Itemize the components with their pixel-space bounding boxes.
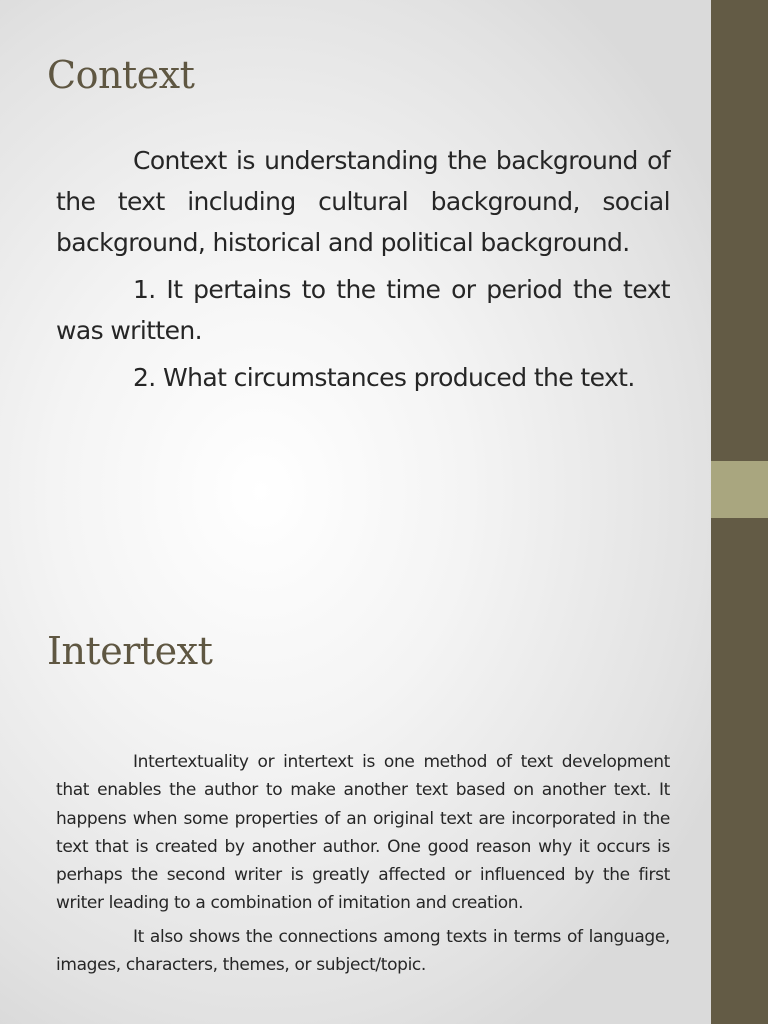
context-title: Context: [47, 53, 195, 97]
intertext-title: Intertext: [47, 629, 213, 673]
context-point-2: 2. What circumstances produced the text.: [133, 363, 635, 392]
context-body: [56, 140, 670, 398]
context-definition-paragraph: Context is understanding the background of the text including cultural background, social background, historical and political background.: [56, 146, 670, 257]
intertext-body: [56, 748, 670, 979]
intertext-definition-paragraph: Intertextuality or intertext is one method of text development that enables the author to make another text based on another text. It happens when some properties of an original text are incorporated in the text that is created by another author. One good reason why it occurs is perhaps the second writer is greatly affected or influenced by the first writer leading to a combination of imitation and creation.: [56, 752, 670, 914]
context-point-1: 1. It pertains to the time or period the text was written.: [56, 275, 670, 345]
intertext-connections-paragraph: It also shows the connections among texts in terms of language, images, characters, themes, or subject/topic.: [56, 926, 670, 976]
sidebar-accent-block: [711, 461, 768, 518]
